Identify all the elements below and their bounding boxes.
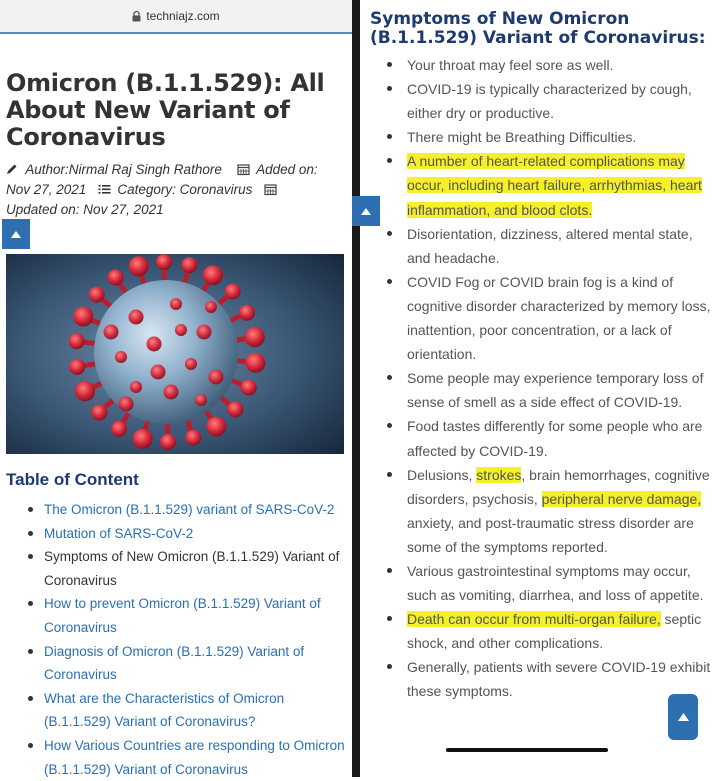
highlighted-text: Death can occur from multi-organ failure,	[407, 611, 661, 627]
symptom-item	[384, 463, 714, 559]
chevron-up-icon	[361, 208, 371, 215]
toc-item[interactable]: How to prevent Omicron (B.1.1.529) Variant of Coronavirus	[26, 592, 348, 639]
browser-url-bar[interactable]	[0, 0, 352, 34]
virus-surface-protein	[147, 337, 162, 352]
virus-surface-protein	[205, 301, 217, 313]
toc-item[interactable]: Diagnosis of Omicron (B.1.1.529) Variant of Coronavirus	[26, 640, 348, 687]
virus-spike-head	[133, 429, 153, 449]
home-indicator	[446, 748, 608, 752]
symptom-text: septic shock, and other complications.	[407, 611, 701, 651]
virus-spike-head	[73, 306, 93, 326]
toc-item[interactable]: Mutation of SARS-CoV-2	[26, 522, 348, 546]
virus-surface-protein	[119, 397, 134, 412]
virus-spike-head	[206, 417, 226, 437]
symptom-item: COVID-19 is typically characterized by cough, either dry or productive.	[384, 77, 714, 125]
virus-surface-protein	[151, 365, 166, 380]
symptom-text: , brain hemorrhages, cognitive disorders, psychosis,	[407, 467, 710, 507]
toc-title: Table of Content	[6, 470, 139, 490]
chevron-up-icon	[678, 713, 689, 721]
scroll-top-button[interactable]	[352, 196, 380, 226]
author-label: Author:Nirmal Raj Singh Rathore	[25, 162, 222, 177]
url-text: techniajz.com	[146, 9, 219, 23]
table-of-contents	[26, 498, 348, 750]
symptom-item	[384, 149, 714, 221]
virus-surface-protein	[129, 310, 144, 325]
virus-spike-head	[245, 353, 265, 373]
added-label: Added on:	[256, 162, 318, 177]
virus-spike-head	[239, 305, 255, 321]
virus-spike-head	[241, 380, 257, 396]
right-screenshot-panel	[360, 0, 720, 777]
scroll-top-button[interactable]	[2, 219, 30, 249]
toc-item[interactable]: How Various Countries are responding to Omicron (B.1.1.529) Variant of Coronavirus	[26, 734, 348, 750]
updated-label: Updated on: Nov 27, 2021	[6, 202, 164, 217]
virus-spike-head	[181, 257, 197, 273]
calendar-icon	[264, 183, 277, 195]
symptom-item: Disorientation, dizziness, altered mental state, and headache.	[384, 222, 714, 270]
coronavirus-illustration	[6, 254, 344, 454]
pencil-icon	[6, 163, 19, 175]
toc-item[interactable]: The Omicron (B.1.1.529) variant of SARS-CoV-2	[26, 498, 348, 522]
virus-surface-protein	[130, 381, 142, 393]
symptom-item: COVID Fog or COVID brain fog is a kind of cognitive disorder characterized by memory loss, inattention, poor concentration, or a lack of orientation.	[384, 270, 714, 366]
virus-surface-protein	[170, 298, 182, 310]
virus-surface-protein	[164, 385, 179, 400]
virus-spike-head	[89, 287, 105, 303]
virus-surface-protein	[195, 394, 207, 406]
symptom-text: Delusions,	[407, 467, 476, 483]
virus-spike-head	[129, 256, 149, 276]
virus-spike-head	[160, 434, 176, 450]
virus-spike-head	[203, 265, 223, 285]
floating-scroll-up-button[interactable]	[668, 694, 698, 740]
symptom-text: anxiety, and post-traumatic stress disorder are some of the symptoms reported.	[407, 515, 694, 555]
article-meta	[6, 160, 346, 220]
virus-spike-head	[69, 359, 85, 375]
highlighted-text: A number of heart-related complications may occur, including heart failure, arrhythmias, heart inflammation, and blood clots.	[407, 153, 702, 217]
virus-spike-head	[111, 421, 127, 437]
virus-spike-head	[75, 381, 95, 401]
virus-spike-head	[69, 333, 85, 349]
virus-spike-head	[227, 401, 243, 417]
symptoms-section-title: Symptoms of New Omicron (B.1.1.529) Variant of Coronavirus:	[370, 10, 715, 48]
screenshot-divider	[352, 0, 360, 777]
virus-spike-head	[91, 404, 107, 420]
calendar-icon	[237, 163, 250, 175]
list-icon	[98, 183, 111, 195]
chevron-up-icon	[11, 231, 21, 238]
virus-surface-protein	[197, 325, 212, 340]
virus-surface-protein	[115, 351, 127, 363]
symptoms-list	[384, 53, 714, 704]
symptom-item: Your throat may feel sore as well.	[384, 53, 714, 77]
added-date: Nov 27, 2021	[6, 182, 86, 197]
symptom-item: Various gastrointestinal symptoms may occur, such as vomiting, diarrhea, and loss of appetite.	[384, 559, 714, 607]
virus-surface-protein	[209, 370, 224, 385]
category-label[interactable]: Category: Coronavirus	[117, 182, 252, 197]
virus-spike-head	[156, 254, 172, 270]
virus-surface-protein	[104, 325, 119, 340]
left-screenshot-panel	[0, 0, 352, 777]
toc-item[interactable]: Symptoms of New Omicron (B.1.1.529) Variant of Coronavirus	[26, 545, 348, 592]
virus-spike-head	[225, 284, 241, 300]
toc-item[interactable]: What are the Characteristics of Omicron (B.1.1.529) Variant of Coronavirus?	[26, 687, 348, 734]
lock-icon	[132, 11, 141, 22]
symptom-item: Food tastes differently for some people who are affected by COVID-19.	[384, 414, 714, 462]
virus-spike-head	[108, 269, 124, 285]
highlighted-text: strokes	[476, 467, 521, 483]
virus-surface-protein	[185, 358, 197, 370]
symptom-item	[384, 607, 714, 655]
virus-spike-head	[245, 327, 265, 347]
article-title: Omicron (B.1.1.529): All About New Variant of Coronavirus	[6, 70, 336, 151]
symptom-item: Generally, patients with severe COVID-19 exhibit these symptoms.	[384, 655, 714, 703]
symptom-item: Some people may experience temporary loss of sense of smell as a side effect of COVID-19.	[384, 366, 714, 414]
virus-spike-head	[185, 430, 201, 446]
highlighted-text: peripheral nerve damage,	[542, 491, 702, 507]
virus-surface-protein	[175, 324, 187, 336]
symptom-item: There might be Breathing Difficulties.	[384, 125, 714, 149]
